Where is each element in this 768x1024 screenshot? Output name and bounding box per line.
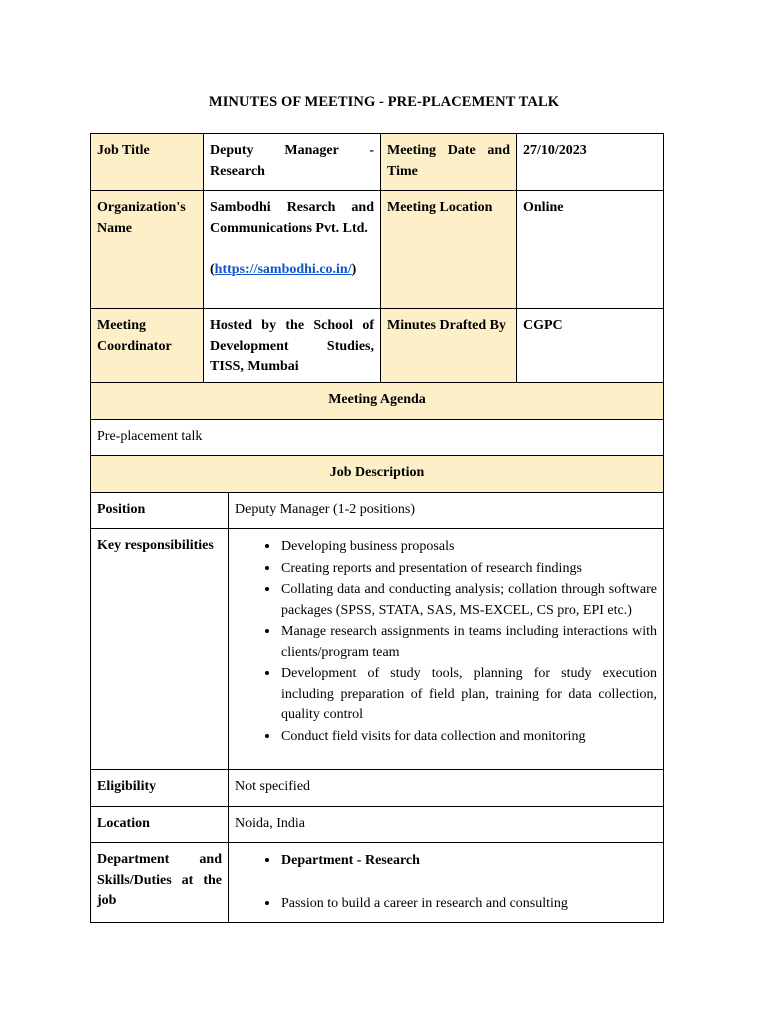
table-row xyxy=(91,134,664,191)
agenda-job-table xyxy=(90,382,664,923)
meeting-info-table xyxy=(90,133,664,387)
table-row xyxy=(91,529,664,770)
list-item: • Passion to build a career in research and consulting xyxy=(280,893,657,915)
org-website-link[interactable]: https://sambodhi.co.in/ xyxy=(214,262,352,277)
org-link-close: ) xyxy=(351,262,357,277)
eligibility-label: Eligibility xyxy=(91,770,229,807)
responsibilities-cell xyxy=(229,529,664,770)
position-value: Deputy Manager (1-2 positions) xyxy=(229,492,664,529)
department-list-2 xyxy=(235,893,657,915)
position-label: Position xyxy=(91,492,229,529)
list-item: • Development of study tools, planning for study execution including preparation of field plan, training for data collection, quality control xyxy=(280,663,657,726)
table-row xyxy=(91,419,664,456)
list-item: • Collating data and conducting analysis; collation through software packages (SPSS, STATA, SAS, MS-EXCEL, CS pro, EPI etc.) xyxy=(280,579,657,621)
spacer xyxy=(235,872,657,893)
table-row xyxy=(91,456,664,493)
location-label: Location xyxy=(91,806,229,843)
job-title-value: Deputy Manager - Research xyxy=(204,134,381,191)
responsibilities-list xyxy=(235,536,657,747)
meeting-date-label: Meeting Date and Time xyxy=(381,134,517,191)
job-title-label: Job Title xyxy=(91,134,204,191)
table-row xyxy=(91,309,664,387)
meeting-date-value: 27/10/2023 xyxy=(517,134,664,191)
org-link-open: ( xyxy=(210,262,215,277)
list-item: • Developing business proposals xyxy=(280,536,657,558)
org-link-line xyxy=(210,260,374,281)
job-description-header: Job Description xyxy=(91,456,664,493)
department-cell xyxy=(229,843,664,923)
spacer xyxy=(210,239,374,260)
responsibilities-label: Key responsibilities xyxy=(91,529,229,770)
table-row xyxy=(91,843,664,923)
list-item: • Creating reports and presentation of research findings xyxy=(280,558,657,580)
coordinator-value: Hosted by the School of Development Studies, TISS, Mumbai xyxy=(204,309,381,387)
drafted-by-label: Minutes Drafted By xyxy=(381,309,517,387)
agenda-header: Meeting Agenda xyxy=(91,383,664,420)
location-value: Noida, India xyxy=(229,806,664,843)
table-row xyxy=(91,806,664,843)
meeting-location-value: Online xyxy=(517,191,664,309)
org-name-cell xyxy=(204,191,381,309)
document-title: MINUTES OF MEETING - PRE-PLACEMENT TALK xyxy=(208,94,560,110)
drafted-by-value: CGPC xyxy=(517,309,664,387)
department-list xyxy=(235,850,657,872)
eligibility-value: Not specified xyxy=(229,770,664,807)
department-label: Department and Skills/Duties at the job xyxy=(91,843,229,923)
list-item: • Manage research assignments in teams including interactions with clients/program team xyxy=(280,621,657,663)
table-row xyxy=(91,770,664,807)
coordinator-label: Meeting Coordinator xyxy=(91,309,204,387)
table-row xyxy=(91,492,664,529)
org-name-label: Organization's Name xyxy=(91,191,204,309)
agenda-text: Pre-placement talk xyxy=(91,419,664,456)
meeting-location-label: Meeting Location xyxy=(381,191,517,309)
org-name-value: Sambodhi Resarch and Communications Pvt. Ltd. xyxy=(210,200,374,236)
table-row xyxy=(91,191,664,309)
list-item: • Conduct field visits for data collection and monitoring xyxy=(280,726,657,748)
list-item: • Department - Research xyxy=(280,850,657,872)
table-row xyxy=(91,383,664,420)
